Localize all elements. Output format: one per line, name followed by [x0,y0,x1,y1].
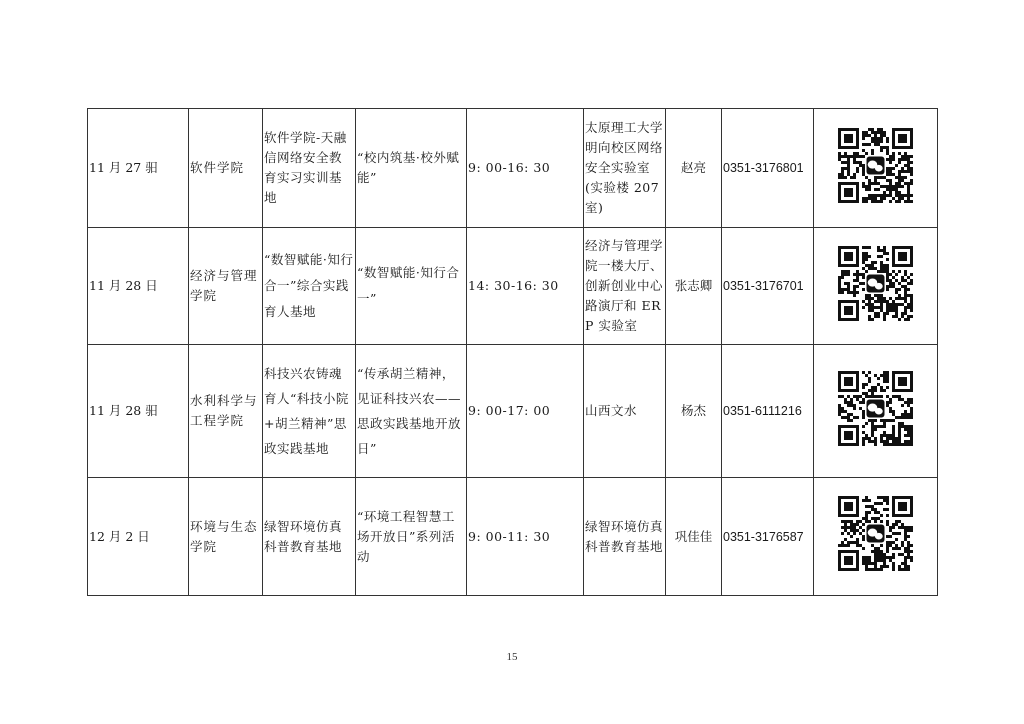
base-cell: 软件学院-天融信网络安全教育实习实训基地 [263,109,356,228]
time-cell: 9: 00-11: 30 [467,478,584,596]
date-cell: 11 月 28 日 [88,228,189,345]
time-cell: 9: 00-17: 00 [467,345,584,478]
schedule-table [87,108,938,596]
college-cell: 水利科学与工程学院 [189,345,263,478]
college-cell: 环境与生态学院 [189,478,263,596]
qr-cell [814,109,938,228]
time-cell: 9: 00-16: 30 [467,109,584,228]
wechat-qr-code-icon[interactable] [838,371,913,452]
date-cell: 11 月 27 驲 [88,109,189,228]
wechat-qr-code-icon[interactable] [838,128,913,209]
activity-cell: “传承胡兰精神，见证科技兴农——思政实践基地开放日” [356,345,467,478]
wechat-qr-code-icon[interactable] [838,246,913,327]
table-row [88,228,938,345]
table-row [88,109,938,228]
college-cell: 软件学院 [189,109,263,228]
contact-cell: 巩佳佳 [666,478,722,596]
page-number: 15 [506,651,518,663]
college-cell: 经济与管理学院 [189,228,263,345]
phone-cell: 0351-3176801 [722,109,814,228]
qr-cell [814,345,938,478]
contact-cell: 赵亮 [666,109,722,228]
phone-cell: 0351-3176701 [722,228,814,345]
table-row [88,478,938,596]
activity-cell: “环境工程智慧工场开放日”系列活动 [356,478,467,596]
wechat-qr-code-icon[interactable] [838,496,913,577]
table-row [88,345,938,478]
activity-cell: “数智赋能·知行合一” [356,228,467,345]
base-cell: 科技兴农铸魂育人“科技小院+胡兰精神”思政实践基地 [263,345,356,478]
location-cell: 山西文水 [584,345,666,478]
time-cell: 14: 30-16: 30 [467,228,584,345]
phone-cell: 0351-3176587 [722,478,814,596]
date-cell: 11 月 28 驲 [88,345,189,478]
phone-cell: 0351-6111216 [722,345,814,478]
base-cell: 绿智环境仿真科普教育基地 [263,478,356,596]
location-cell: 太原理工大学明向校区网络安全实验室(实验楼 207 室) [584,109,666,228]
location-cell: 经济与管理学院一楼大厅、创新创业中心路演厅和 ERP 实验室 [584,228,666,345]
base-cell: “数智赋能·知行合一”综合实践育人基地 [263,228,356,345]
qr-cell [814,478,938,596]
date-cell: 12 月 2 日 [88,478,189,596]
activity-cell: “校内筑基·校外赋能” [356,109,467,228]
contact-cell: 张志卿 [666,228,722,345]
qr-cell [814,228,938,345]
contact-cell: 杨杰 [666,345,722,478]
location-cell: 绿智环境仿真科普教育基地 [584,478,666,596]
